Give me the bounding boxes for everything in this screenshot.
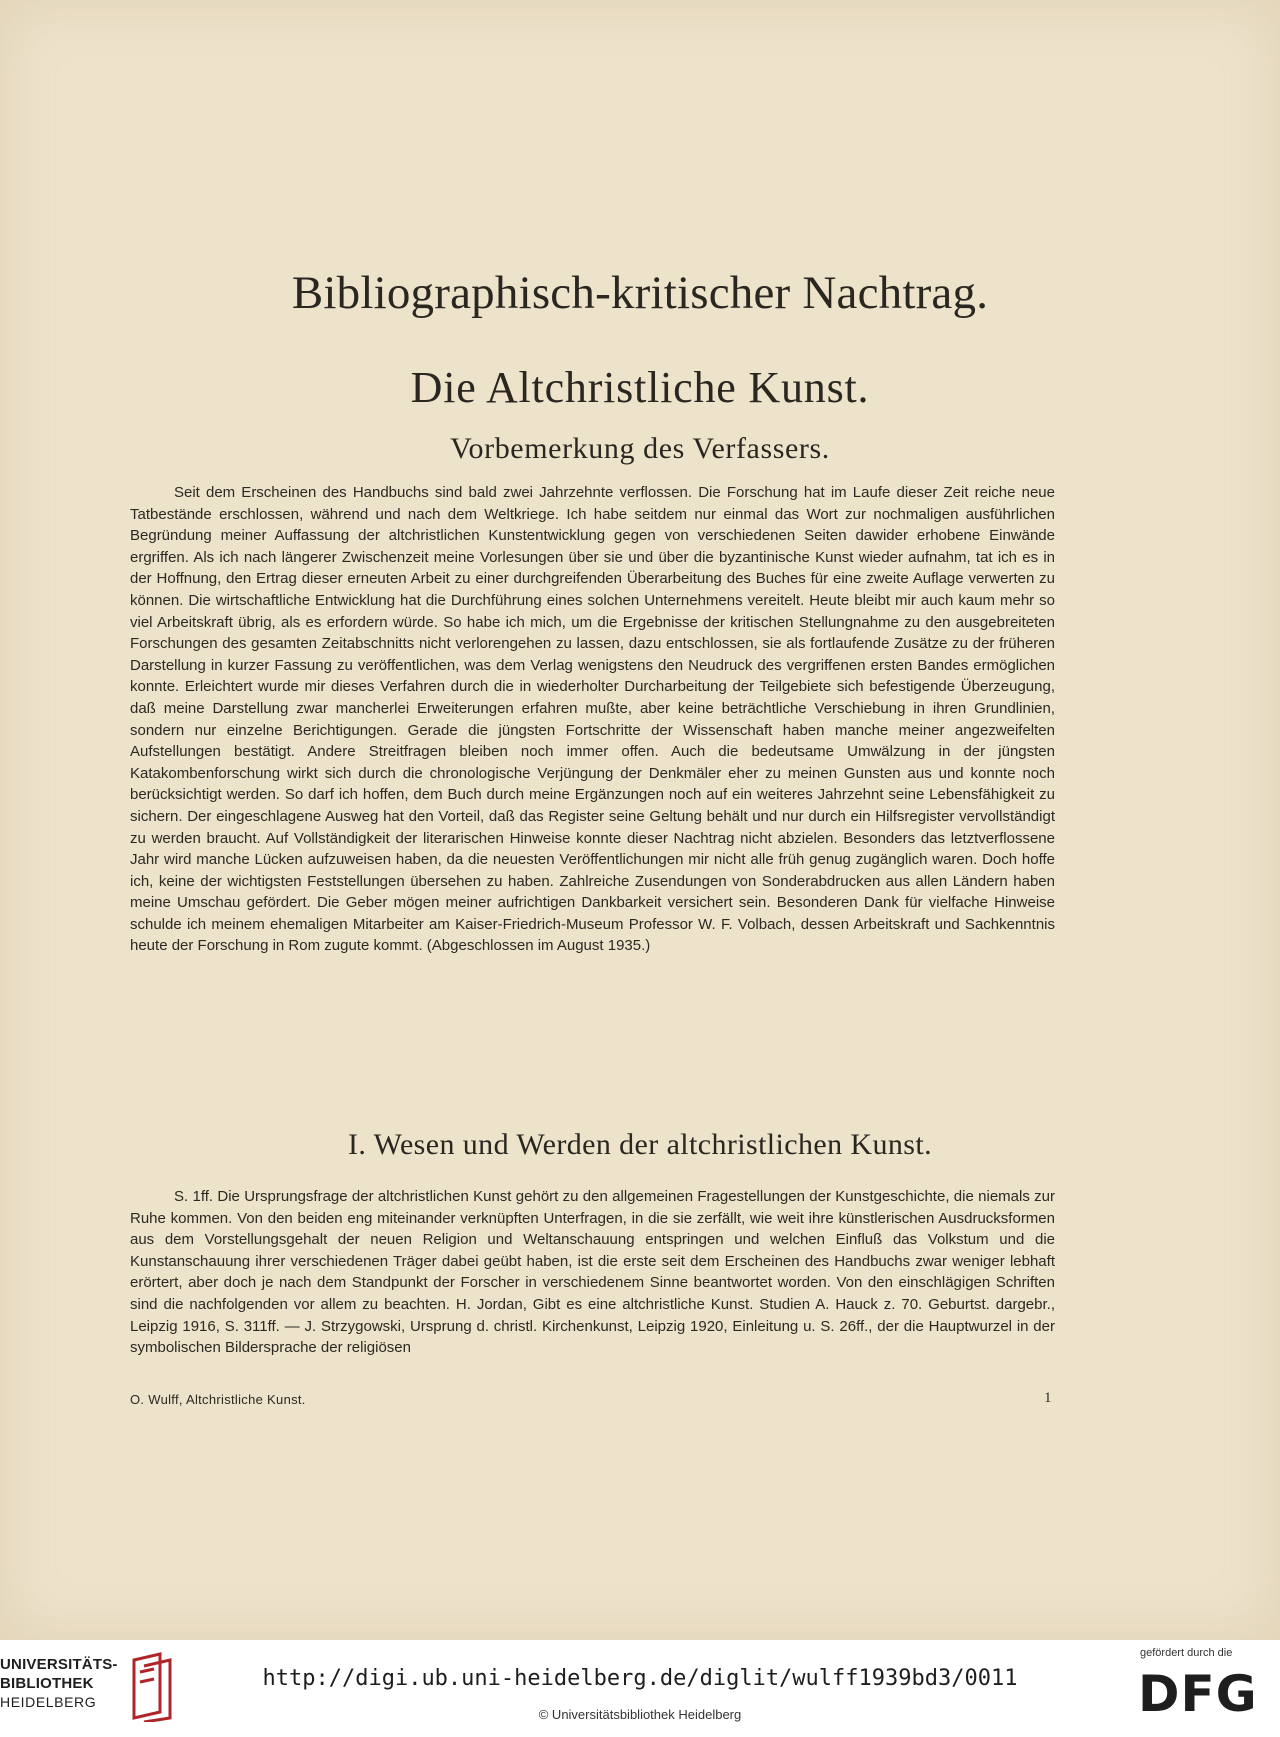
chapter-title: I. Wesen und Werden der altchristlichen Kunst. (348, 1128, 932, 1161)
chapter-paragraph: S. 1ff. Die Ursprungsfrage der altchristlichen Kunst gehört zu den allgemeinen Fragestellungen der Kunstgeschichte, die niemals zur Ruhe kommen. Von den beiden eng miteinander verknüpften Unterfragen, in die sie zerfällt, wie weit ihre künstlerischen Ausdrucksformen aus dem Vorstellungsgehalt der neuen Religion und Weltanschauung entspringen und welchen Einfluß das Volkstum und die Kunstanschauung ihrer verschiedenen Träger dabei geübt haben, ist die erste seit dem Erscheinen des Handbuchs zwar weniger lebhaft erörtert, aber doch je nach dem Standpunkt der Forscher in verschiedenem Sinne beantwortet worden. Von den einschlägigen Schriften sind die nachfolgenden vor allem zu beachten. H. Jordan, Gibt es eine altchristliche Kunst. Studien A. Hauck z. 70. Geburtst. dargebr., Leipzig 1916, S. 311ff. — J. Strzygowski, Ursprung d. christl. Kirchenkunst, Leipzig 1920, Einleitung u. S. 26ff., der die Hauptwurzel in der symbolischen Bildersprache der religiösen (130, 1188, 1055, 1357)
permalink-url[interactable]: http://digi.ub.uni-heidelberg.de/diglit/wulff1939bd3/0011 (262, 1666, 1018, 1691)
preface-paragraph: Seit dem Erscheinen des Handbuchs sind bald zwei Jahrzehnte verflossen. Die Forschung hat im Laufe dieser Zeit reiche neue Tatbestände erschlossen, während und nach dem Weltkriege. Ich habe seitdem nur einmal das Wort zur nochmaligen ausführlichen Begründung meiner Auffassung der altchristlichen Kunstentwicklung gegen von verschiedenen Seiten dawider erhobene Einwände ergriffen. Als ich nach längerer Zwischenzeit meine Vorlesungen über sie und über die byzantinische Kunst wieder aufnahm, tat ich es in der Hoffnung, den Ertrag dieser erneuten Arbeit zu einer durchgreifenden Überarbeitung des Buches für eine zweite Auflage verwerten zu können. Die wirtschaftliche Entwicklung hat die Durchführung eines solchen Unternehmens vereitelt. Heute bleibt mir auch kaum mehr so viel Arbeitskraft übrig, als es erfordern würde. So habe ich mich, um die Ergebnisse der kritischen Stellungnahme zu den ausgebreiteten Forschungen des gesamten Zeitabschnitts nicht verlorengehen zu lassen, dazu entschlossen, sie als fortlaufende Zusätze zu der früheren Darstellung in kurzer Fassung zu veröffentlichen, was dem Verlag wenigstens den Neudruck des vergriffenen ersten Bandes ermöglichen konnte. Erleichtert wurde mir dieses Verfahren durch die in wiederholter Durcharbeitung der Teilgebiete sich befestigende Überzeugung, daß meine Darstellung zwar mancherlei Erweiterungen erfahren mußte, aber keine beträchtliche Verschiebung in ihren Grundlinien, sondern nur einzelne Berichtigungen. Gerade die jüngsten Fortschritte der Wissenschaft haben manche meiner angezweifelten Aufstellungen bestätigt. Andere Streitfragen bleiben noch immer offen. Auch die bedeutsame Umwälzung in der jüngsten Katakombenforschung wirkt sich durch die chronologische Verjüngung der Denkmäler eher zu meinen Gunsten aus und konnte noch berücksichtigt werden. So darf ich hoffen, dem Buch durch meine Ergänzungen noch auf ein weiteres Jahrzehnt seine Lebensfähigkeit zu sichern. Der eingeschlagene Ausweg hat den Vorteil, daß das Register seine Geltung behält und nur durch ein Hilfsregister vervollständigt zu werden braucht. Auf Vollständigkeit der literarischen Hinweise konnte dieser Nachtrag nicht abzielen. Besonders das letztverflossene Jahr wird manche Lücken aufzuweisen haben, da die neuesten Veröffentlichungen mir nicht alle früh genug zugänglich waren. Doch hoffe ich, keine der wichtigsten Feststellungen übersehen zu haben. Zahlreiche Zusendungen von Sonderabdrucken aus allen Ländern haben meine Umschau gefördert. Die Geber mögen meiner aufrichtigen Dankbarkeit versichert sein. Besonderen Dank für vielfache Hinweise schulde ich meinem ehemaligen Mitarbeiter am Kaiser-Friedrich-Museum Professor W. F. Volbach, dessen Arbeitskraft und Sachkenntnis heute der Forschung in Rom zugute kommt. (Abgeschlossen im August 1935.) (130, 484, 1055, 955)
library-line-2: BIBLIOTHEK (0, 1675, 94, 1692)
dfg-logo: DFG (1138, 1665, 1258, 1723)
preface-title: Vorbemerkung des Verfassers. (450, 432, 830, 465)
page-number: 1 (1044, 1390, 1052, 1406)
library-line-3: HEIDELBERG (0, 1694, 97, 1710)
funding-note: gefördert durch die (1140, 1647, 1233, 1659)
library-line-1: UNIVERSITÄTS- (0, 1656, 118, 1673)
copyright-notice: © Universitätsbibliothek Heidelberg (538, 1707, 742, 1722)
footer-author: O. Wulff, Altchristliche Kunst. (130, 1392, 306, 1407)
sub-title: Die Altchristliche Kunst. (410, 363, 870, 412)
main-title: Bibliographisch-kritischer Nachtrag. (291, 267, 989, 319)
